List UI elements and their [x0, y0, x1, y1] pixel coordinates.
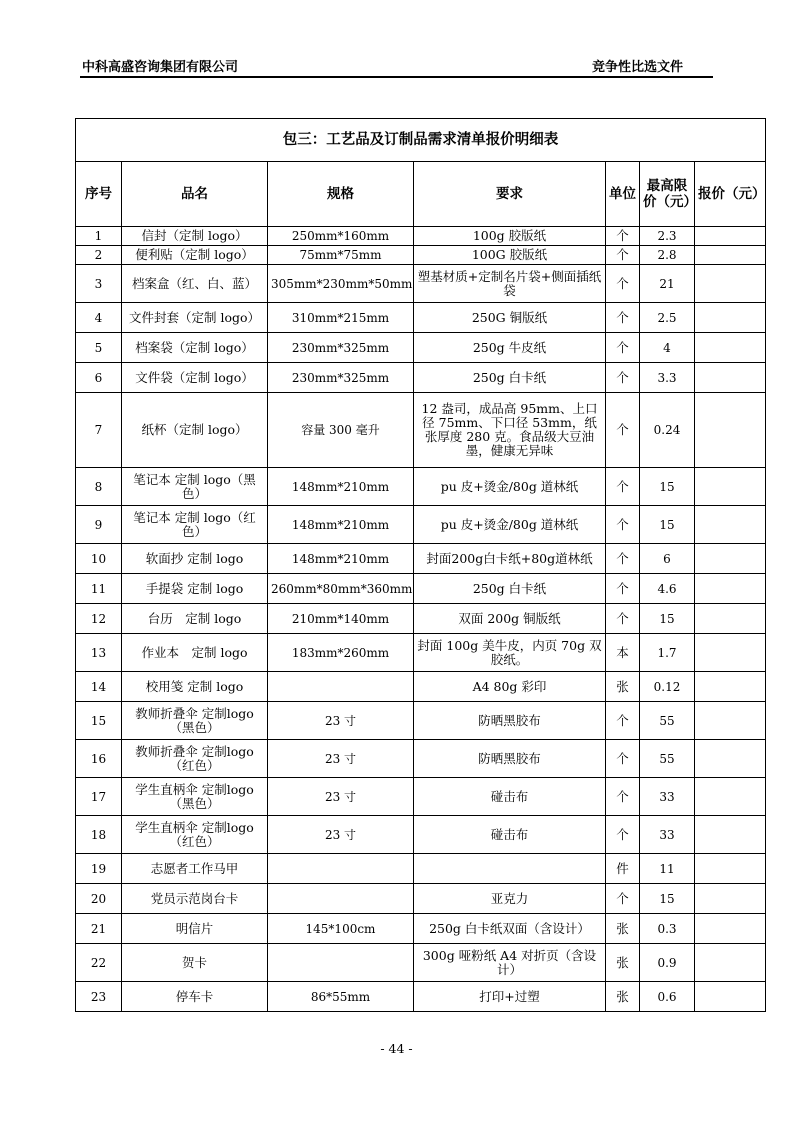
table-row	[76, 944, 766, 982]
table-row	[76, 914, 766, 944]
cell-quote[interactable]	[695, 544, 766, 574]
cell-seq: 5	[76, 333, 122, 363]
cell-quote[interactable]	[695, 574, 766, 604]
cell-seq: 23	[76, 982, 122, 1012]
cell-seq: 7	[76, 393, 122, 468]
cell-seq: 6	[76, 363, 122, 393]
table-row	[76, 468, 766, 506]
cell-seq: 16	[76, 740, 122, 778]
cell-req: 250G 铜版纸	[414, 303, 606, 333]
cell-max-price: 15	[640, 884, 695, 914]
cell-spec	[268, 884, 414, 914]
table-row	[76, 544, 766, 574]
cell-unit: 个	[606, 246, 640, 265]
cell-unit: 个	[606, 574, 640, 604]
cell-quote[interactable]	[695, 227, 766, 246]
cell-quote[interactable]	[695, 363, 766, 393]
page-number: - 44 -	[380, 1041, 413, 1056]
cell-spec	[268, 854, 414, 884]
cell-req: 碰击布	[414, 778, 606, 816]
cell-max-price: 55	[640, 702, 695, 740]
cell-name: 手提袋 定制 logo	[122, 574, 268, 604]
cell-req: 12 盎司，成品高 95mm、上口径 75mm、下口径 53mm，纸张厚度 280 克。食品级大豆油墨，健康无异味	[414, 393, 606, 468]
cell-seq: 3	[76, 265, 122, 303]
cell-quote[interactable]	[695, 634, 766, 672]
cell-spec: 230mm*325mm	[268, 363, 414, 393]
cell-unit: 个	[606, 227, 640, 246]
cell-name: 停车卡	[122, 982, 268, 1012]
cell-unit: 张	[606, 982, 640, 1012]
cell-name: 笔记本 定制 logo（红色）	[122, 506, 268, 544]
cell-seq: 9	[76, 506, 122, 544]
cell-seq: 13	[76, 634, 122, 672]
cell-spec: 23 寸	[268, 778, 414, 816]
cell-req: 300g 哑粉纸 A4 对折页（含设计）	[414, 944, 606, 982]
cell-spec: 86*55mm	[268, 982, 414, 1012]
cell-unit: 张	[606, 672, 640, 702]
col-header-req: 要求	[414, 162, 606, 227]
table-row	[76, 816, 766, 854]
cell-unit: 个	[606, 702, 640, 740]
table-row	[76, 393, 766, 468]
cell-spec: 210mm*140mm	[268, 604, 414, 634]
cell-seq: 10	[76, 544, 122, 574]
cell-quote[interactable]	[695, 333, 766, 363]
cell-spec	[268, 944, 414, 982]
cell-req: 双面 200g 铜版纸	[414, 604, 606, 634]
table-row	[76, 884, 766, 914]
cell-unit: 张	[606, 914, 640, 944]
cell-quote[interactable]	[695, 884, 766, 914]
cell-max-price: 2.3	[640, 227, 695, 246]
cell-req: 100G 胶版纸	[414, 246, 606, 265]
cell-unit: 件	[606, 854, 640, 884]
cell-req: 250g 白卡纸	[414, 574, 606, 604]
cell-spec: 23 寸	[268, 816, 414, 854]
cell-max-price: 4	[640, 333, 695, 363]
cell-req: 250g 牛皮纸	[414, 333, 606, 363]
header-doc-type: 竞争性比选文件	[591, 60, 683, 75]
cell-quote[interactable]	[695, 604, 766, 634]
table-row	[76, 265, 766, 303]
cell-spec	[268, 672, 414, 702]
cell-name: 学生直柄伞 定制logo（红色）	[122, 816, 268, 854]
cell-unit: 个	[606, 816, 640, 854]
cell-unit: 个	[606, 333, 640, 363]
cell-spec: 148mm*210mm	[268, 506, 414, 544]
cell-seq: 18	[76, 816, 122, 854]
table-row	[76, 982, 766, 1012]
cell-name: 便利贴（定制 logo）	[122, 246, 268, 265]
table-row	[76, 333, 766, 363]
col-header-max-price: 最高限价（元）	[640, 162, 695, 227]
cell-name: 信封（定制 logo）	[122, 227, 268, 246]
cell-name: 学生直柄伞 定制logo（黑色）	[122, 778, 268, 816]
cell-quote[interactable]	[695, 468, 766, 506]
cell-max-price: 0.6	[640, 982, 695, 1012]
cell-quote[interactable]	[695, 816, 766, 854]
cell-quote[interactable]	[695, 944, 766, 982]
cell-name: 文件封套（定制 logo）	[122, 303, 268, 333]
cell-unit: 个	[606, 265, 640, 303]
cell-quote[interactable]	[695, 854, 766, 884]
col-header-quote: 报价（元）	[695, 162, 766, 227]
table-row	[76, 574, 766, 604]
cell-max-price: 4.6	[640, 574, 695, 604]
cell-name: 文件袋（定制 logo）	[122, 363, 268, 393]
cell-unit: 个	[606, 506, 640, 544]
cell-name: 党员示范岗台卡	[122, 884, 268, 914]
cell-seq: 21	[76, 914, 122, 944]
cell-unit: 个	[606, 740, 640, 778]
cell-name: 纸杯（定制 logo）	[122, 393, 268, 468]
cell-max-price: 15	[640, 506, 695, 544]
cell-name: 教师折叠伞 定制logo（黑色）	[122, 702, 268, 740]
cell-name: 档案袋（定制 logo）	[122, 333, 268, 363]
cell-spec: 23 寸	[268, 702, 414, 740]
cell-spec: 148mm*210mm	[268, 468, 414, 506]
cell-seq: 8	[76, 468, 122, 506]
cell-unit: 个	[606, 604, 640, 634]
cell-quote[interactable]	[695, 506, 766, 544]
table-row	[76, 634, 766, 672]
cell-max-price: 2.5	[640, 303, 695, 333]
cell-seq: 20	[76, 884, 122, 914]
cell-seq: 1	[76, 227, 122, 246]
cell-req: pu 皮+烫金/80g 道林纸	[414, 468, 606, 506]
cell-quote[interactable]	[695, 672, 766, 702]
cell-seq: 14	[76, 672, 122, 702]
table-row	[76, 778, 766, 816]
cell-name: 教师折叠伞 定制logo（红色）	[122, 740, 268, 778]
cell-spec: 容量 300 毫升	[268, 393, 414, 468]
cell-max-price: 2.8	[640, 246, 695, 265]
cell-unit: 个	[606, 544, 640, 574]
cell-unit: 个	[606, 778, 640, 816]
cell-quote[interactable]	[695, 740, 766, 778]
cell-name: 作业本 定制 logo	[122, 634, 268, 672]
table-title: 包三：工艺品及订制品需求清单报价明细表	[76, 119, 766, 162]
cell-max-price: 15	[640, 604, 695, 634]
cell-max-price: 0.24	[640, 393, 695, 468]
cell-name: 笔记本 定制 logo（黑色）	[122, 468, 268, 506]
cell-unit: 个	[606, 303, 640, 333]
cell-req: A4 80g 彩印	[414, 672, 606, 702]
cell-req: 250g 白卡纸双面（含设计）	[414, 914, 606, 944]
table-header-row	[76, 162, 766, 227]
cell-max-price: 55	[640, 740, 695, 778]
cell-req: 封面 100g 美牛皮，内页 70g 双胶纸。	[414, 634, 606, 672]
cell-quote[interactable]	[695, 393, 766, 468]
cell-name: 志愿者工作马甲	[122, 854, 268, 884]
cell-seq: 2	[76, 246, 122, 265]
cell-req: 塑基材质+定制名片袋+侧面插纸袋	[414, 265, 606, 303]
cell-req: 250g 白卡纸	[414, 363, 606, 393]
cell-req: 100g 胶版纸	[414, 227, 606, 246]
cell-name: 软面抄 定制 logo	[122, 544, 268, 574]
cell-seq: 12	[76, 604, 122, 634]
table-row	[76, 702, 766, 740]
cell-max-price: 0.3	[640, 914, 695, 944]
cell-name: 台历 定制 logo	[122, 604, 268, 634]
cell-max-price: 33	[640, 816, 695, 854]
quote-table	[75, 118, 766, 1012]
cell-quote[interactable]	[695, 778, 766, 816]
cell-max-price: 0.12	[640, 672, 695, 702]
cell-spec: 183mm*260mm	[268, 634, 414, 672]
cell-spec: 23 寸	[268, 740, 414, 778]
cell-quote[interactable]	[695, 265, 766, 303]
table-row	[76, 227, 766, 246]
col-header-spec: 规格	[268, 162, 414, 227]
table-title-row	[76, 119, 766, 162]
cell-max-price: 33	[640, 778, 695, 816]
table-row	[76, 246, 766, 265]
cell-seq: 22	[76, 944, 122, 982]
cell-seq: 4	[76, 303, 122, 333]
cell-spec: 145*100cm	[268, 914, 414, 944]
cell-spec: 250mm*160mm	[268, 227, 414, 246]
col-header-name: 品名	[122, 162, 268, 227]
cell-spec: 230mm*325mm	[268, 333, 414, 363]
cell-quote[interactable]	[695, 914, 766, 944]
table-row	[76, 740, 766, 778]
cell-max-price: 3.3	[640, 363, 695, 393]
cell-spec: 75mm*75mm	[268, 246, 414, 265]
cell-unit: 张	[606, 944, 640, 982]
table-row	[76, 506, 766, 544]
table-row	[76, 672, 766, 702]
cell-seq: 15	[76, 702, 122, 740]
cell-name: 贺卡	[122, 944, 268, 982]
cell-spec: 305mm*230mm*50mm	[268, 265, 414, 303]
cell-unit: 个	[606, 363, 640, 393]
cell-quote[interactable]	[695, 982, 766, 1012]
cell-req: 打印+过塑	[414, 982, 606, 1012]
table-row	[76, 854, 766, 884]
col-header-seq: 序号	[76, 162, 122, 227]
cell-req: 防晒黑胶布	[414, 740, 606, 778]
cell-req: pu 皮+烫金/80g 道林纸	[414, 506, 606, 544]
cell-spec: 260mm*80mm*360mm	[268, 574, 414, 604]
cell-quote[interactable]	[695, 303, 766, 333]
cell-req	[414, 854, 606, 884]
cell-req: 封面200g白卡纸+80g道林纸	[414, 544, 606, 574]
cell-max-price: 1.7	[640, 634, 695, 672]
cell-unit: 本	[606, 634, 640, 672]
cell-unit: 个	[606, 393, 640, 468]
cell-max-price: 0.9	[640, 944, 695, 982]
cell-max-price: 21	[640, 265, 695, 303]
header-rule	[80, 76, 713, 78]
cell-seq: 17	[76, 778, 122, 816]
cell-unit: 个	[606, 468, 640, 506]
cell-spec: 148mm*210mm	[268, 544, 414, 574]
cell-max-price: 6	[640, 544, 695, 574]
cell-name: 校用笺 定制 logo	[122, 672, 268, 702]
cell-max-price: 11	[640, 854, 695, 884]
header-company: 中科高盛咨询集团有限公司	[82, 60, 239, 75]
cell-seq: 11	[76, 574, 122, 604]
cell-quote[interactable]	[695, 246, 766, 265]
cell-req: 防晒黑胶布	[414, 702, 606, 740]
cell-max-price: 15	[640, 468, 695, 506]
table-row	[76, 303, 766, 333]
cell-unit: 个	[606, 884, 640, 914]
cell-name: 档案盒（红、白、蓝）	[122, 265, 268, 303]
cell-name: 明信片	[122, 914, 268, 944]
cell-quote[interactable]	[695, 702, 766, 740]
table-row	[76, 604, 766, 634]
table-row	[76, 363, 766, 393]
cell-req: 碰击布	[414, 816, 606, 854]
cell-spec: 310mm*215mm	[268, 303, 414, 333]
cell-req: 亚克力	[414, 884, 606, 914]
cell-seq: 19	[76, 854, 122, 884]
col-header-unit: 单位	[606, 162, 640, 227]
